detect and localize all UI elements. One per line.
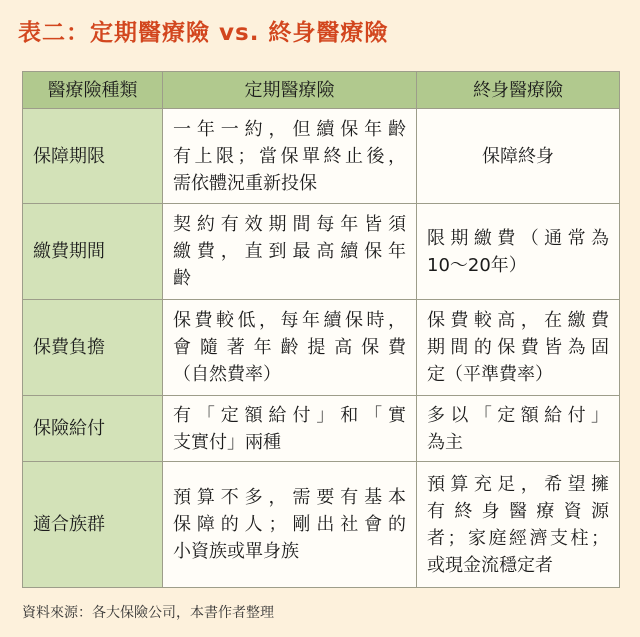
header-whole: 終身醫療險	[417, 72, 620, 109]
row-label: 適合族群	[23, 462, 163, 588]
whole-cell	[417, 109, 620, 204]
cell-line: 保費較低，每年續保時，	[173, 310, 406, 331]
cell-line: 或現金流穩定者	[427, 554, 553, 576]
cell-line: 有上限；當保單終止後，	[173, 145, 406, 167]
row-label: 保險給付	[23, 396, 163, 462]
cell-line: 一年一約，但續保年齡	[173, 118, 406, 140]
cell-line: 繳費，直到最高續保年	[173, 241, 406, 262]
cell-line: 者；家庭經濟支柱；	[427, 527, 609, 549]
row-label: 保障期限	[23, 109, 163, 204]
cell-line: 期間的保費皆為固	[427, 337, 609, 358]
cell-line: 預算不多，需要有基本	[173, 487, 406, 508]
table-row	[23, 396, 620, 462]
cell-line: 齡	[173, 268, 191, 289]
cell-line: 為主	[427, 431, 463, 453]
table-header-row	[23, 72, 620, 109]
term-cell	[163, 396, 417, 462]
cell-line: 有終身醫療資源	[427, 500, 609, 522]
row-label: 繳費期間	[23, 204, 163, 300]
whole-cell	[417, 204, 620, 300]
cell-line: 預算充足，希望擁	[427, 473, 609, 495]
whole-cell	[417, 300, 620, 396]
page-title: 表二：定期醫療險 vs. 終身醫療險	[18, 20, 389, 46]
cell-line: 契約有效期間每年皆須	[173, 214, 406, 235]
comparison-table	[22, 71, 620, 588]
cell-line: 支實付」兩種	[173, 431, 281, 453]
cell-line: （自然費率）	[173, 364, 281, 385]
row-label: 保費負擔	[23, 300, 163, 396]
whole-cell	[417, 396, 620, 462]
cell-line: 多以「定額給付」	[427, 404, 609, 426]
cell-line: 保費較高，在繳費	[427, 310, 609, 331]
cell-line: 小資族或單身族	[173, 541, 299, 562]
cell-line: 定（平準費率）	[427, 364, 553, 385]
cell-line: 限期繳費（通常為	[427, 227, 609, 249]
cell-line: 保障的人；剛出社會的	[173, 514, 406, 535]
term-cell	[163, 300, 417, 396]
term-cell	[163, 462, 417, 588]
source-note: 資料來源：各大保險公司，本書作者整理	[22, 605, 274, 621]
cell-line: 有「定額給付」和「實	[173, 404, 406, 426]
header-term: 定期醫療險	[163, 72, 417, 109]
table-row	[23, 204, 620, 300]
table-row	[23, 109, 620, 204]
term-cell	[163, 204, 417, 300]
term-cell	[163, 109, 417, 204]
cell-line: 會隨著年齡提高保費	[173, 337, 406, 358]
whole-cell	[417, 462, 620, 588]
header-type: 醫療險種類	[23, 72, 163, 109]
table-row	[23, 462, 620, 588]
cell-line: 需依體況重新投保	[173, 172, 317, 194]
cell-line: 10～20年）	[427, 254, 527, 276]
cell-line: 保障終身	[482, 145, 554, 167]
table-row	[23, 300, 620, 396]
